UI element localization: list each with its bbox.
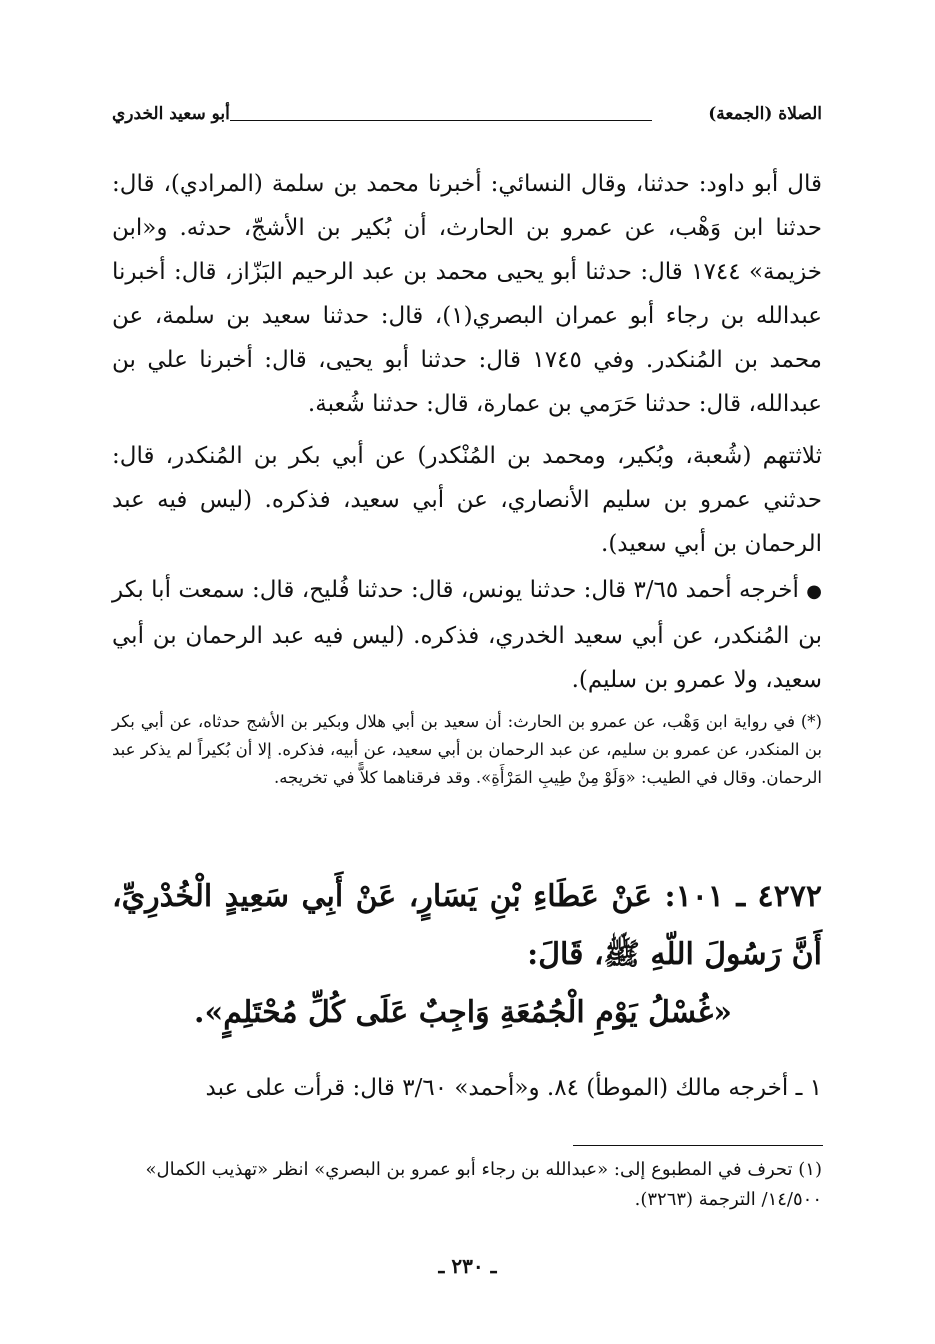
- hadith-takhrij: ١ ـ أخرجه مالك (الموطأ) ٨٤. و«أحمد» ٣/٦٠ قال: قرأت على عبد: [205, 1075, 822, 1101]
- hadith-matn: «غُسْلُ يَوْمِ الْجُمُعَةِ وَاجِبٌ عَلَى كُلِّ مُحْتَلِمٍ».: [194, 995, 732, 1030]
- paragraph-isnad-1: قال أبو داود: حدثنا، وقال النسائي: أخبرنا محمد بن سلمة (المرادي)، قال: حدثنا ابن وَهْب، عن عمرو بن الحارث، أن بُكير بن الأشجّ، حدثه. و«ابن خزيمة» ١٧٤٤ قال: حدثنا أبو يحيى محمد بن عبد الرحيم البَزّاز، قال: أخبرنا عبدالله بن رجاء أبو عمران البصري(١)، قال: حدثنا سعيد بن سلمة، عن محمد بن المُنكدر. وفي ١٧٤٥ قال: حدثنا أبو يحيى، قال: أخبرنا علي بن عبدالله، قال: حدثنا حَرَمي بن عمارة، قال: حدثنا شُعبة.: [112, 171, 823, 417]
- header-rule: [230, 120, 652, 121]
- footnote: (١) تحرف في المطبوع إلى: «عبدالله بن رجاء أبو عمرو بن البصري» انظر «تهذيب الكمال» ١٤/٥٠٠/ الترجمة (٣٢٦٣).: [145, 1159, 822, 1210]
- paragraph-isnad-2: ثلاثتهم (شُعبة، وبُكير، ومحمد بن المُنْكدر) عن أبي بكر بن المُنكدر، قال: حدثني عمرو بن سليم الأنصاري، عن أبي سعيد، فذكره. (ليس فيه عبد الرحمان بن أبي سعيد).: [112, 443, 822, 557]
- header-chapter-title: الصلاة (الجمعة): [708, 104, 822, 124]
- paragraph-isnad-3: [112, 568, 822, 702]
- page-number: ـ ٢٣٠ ـ: [438, 1254, 497, 1278]
- footnote-rule: [573, 1145, 823, 1146]
- header-narrator-title: أبو سعيد الخدري: [112, 104, 230, 124]
- running-header: [112, 100, 822, 132]
- hadith-intro: ٤٢٧٢ ـ ١٠١: عَنْ عَطَاءِ بْنِ يَسَارٍ، عَنْ أَبِي سَعِيدٍ الْخُدْرِيِّ، أَنَّ رَسُولَ اللّهِ ﷺ، قَالَ:: [112, 879, 822, 972]
- bullet-icon: ●: [806, 581, 822, 602]
- asterisk-note: (*) في رواية ابن وَهْب، عن عمرو بن الحارث: أن سعيد بن أبي هلال وبكير بن الأشج حدثاه، عن أبي بكر بن المنكدر، عن عمرو بن سليم، عن عبد الرحمان بن أبي سعيد، عن أبيه، فذكره. إلا أن بُكيراً لم يذكر عبد الرحمان. وقال في الطيب: «وَلَوْ مِنْ طِيبِ المَرْأَةِ». وقد فرقناهما كلاًّ في تخريجه.: [112, 712, 822, 787]
- paragraph-isnad-3-text: أخرجه أحمد ٣/٦٥ قال: حدثنا يونس، قال: حدثنا فُليح، قال: سمعت أبا بكر بن المُنكدر، عن أبي سعيد الخدري، فذكره. (ليس فيه عبد الرحمان بن أبي سعيد، ولا عمرو بن سليم).: [112, 577, 822, 693]
